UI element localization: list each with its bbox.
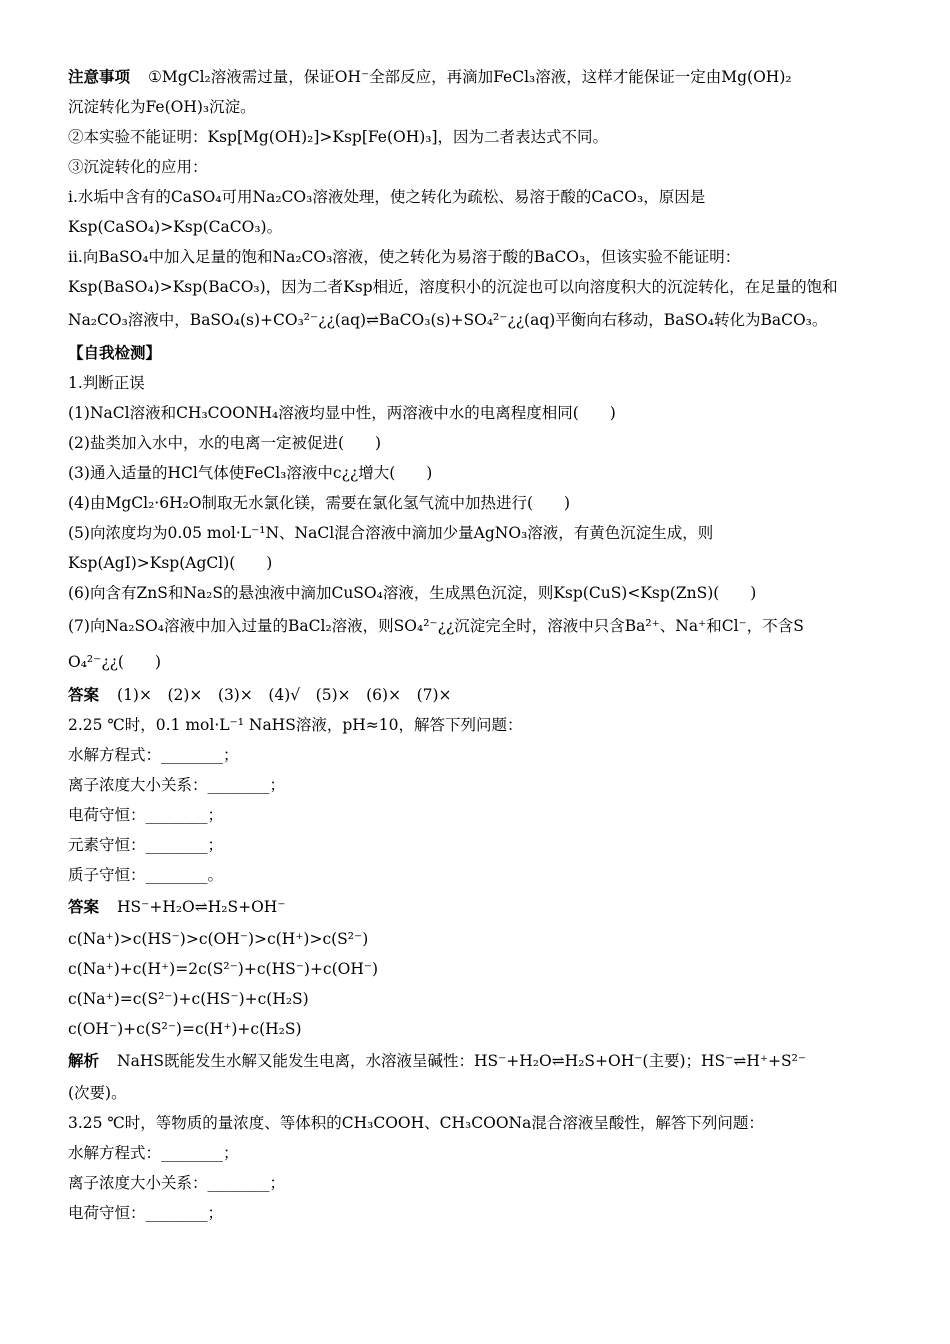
q2-answer — [68, 890, 882, 924]
q3-line: 电荷守恒：________； — [68, 1204, 224, 1222]
notes-line-5: ⅰ.水垢中含有的CaSO₄可用Na₂CO₃溶液处理，使之转化为疏松、易溶于酸的CaCO₃，原因是 — [68, 188, 706, 206]
q2-line: 电荷守恒：________； — [68, 806, 224, 824]
analysis-label: 解析 — [68, 1051, 100, 1070]
notes-line-8: Ksp(BaSO₄)>Ksp(BaCO₃)，因为二者Ksp相近，溶度积小的沉淀也可以向溶度积大的沉淀转化，在足量的饱和 — [68, 278, 838, 296]
q1-line: (7)向Na₂SO₄溶液中加入过量的BaCl₂溶液，则SO₄²⁻¿¿沉淀完全时，溶液中只含Ba²⁺、Na⁺和Cl⁻，不含S — [68, 617, 804, 635]
q2-analysis-line: (次要)。 — [68, 1084, 127, 1102]
q3-line: 水解方程式：________； — [68, 1144, 239, 1162]
q1-line: (1)NaCl溶液和CH₃COONH₄溶液均显中性，两溶液中水的电离程度相同( ) — [68, 404, 616, 422]
answer-label: 答案 — [68, 685, 100, 704]
q1-line: (6)向含有ZnS和Na₂S的悬浊液中滴加CuSO₄溶液，生成黑色沉淀，则Ksp(CuS)<Ksp(ZnS)( ) — [68, 584, 757, 602]
q2-answer-line: c(Na⁺)>c(HS⁻)>c(OH⁻)>c(H⁺)>c(S²⁻) — [68, 930, 369, 948]
q1-line: (2)盐类加入水中，水的电离一定被促进( ) — [68, 434, 382, 452]
q2-answer-line: c(Na⁺)+c(H⁺)=2c(S²⁻)+c(HS⁻)+c(OH⁻) — [68, 960, 379, 978]
q3-line: 离子浓度大小关系：________； — [68, 1174, 286, 1192]
notes-line-4: ③沉淀转化的应用： — [68, 158, 208, 176]
notes-line-1 — [68, 62, 882, 92]
q1-line: (5)向浓度均为0.05 mol·L⁻¹N、NaCl混合溶液中滴加少量AgNO₃溶液，有黄色沉淀生成，则 — [68, 524, 714, 542]
q3-line: 3.25 ℃时，等物质的量浓度、等体积的CH₃COOH、CH₃COONa混合溶液呈酸性，解答下列问题： — [68, 1114, 764, 1132]
notes-line-6: Ksp(CaSO₄)>Ksp(CaCO₃)。 — [68, 218, 283, 236]
q2-line: 离子浓度大小关系：________； — [68, 776, 286, 794]
document-page — [68, 62, 882, 1228]
q1-line: 1.判断正误 — [68, 374, 145, 392]
notes-text: ①MgCl₂溶液需过量，保证OH⁻全部反应，再滴加FeCl₃溶液，这样才能保证一定由Mg(OH)₂ — [148, 68, 792, 86]
answer-label: 答案 — [68, 897, 100, 916]
q2-answer-line: c(OH⁻)+c(S²⁻)=c(H⁺)+c(H₂S) — [68, 1020, 302, 1038]
q2-answer-line: c(Na⁺)=c(S²⁻)+c(HS⁻)+c(H₂S) — [68, 990, 309, 1008]
analysis-text: NaHS既能发生水解又能发生电离，水溶液呈碱性：HS⁻+H₂O⇌H₂S+OH⁻(主要)；HS⁻⇌H⁺+S²⁻ — [117, 1052, 807, 1070]
q2-analysis — [68, 1044, 882, 1078]
notes-line-3: ②本实验不能证明：Ksp[Mg(OH)₂]>Ksp[Fe(OH)₃]，因为二者表达式不同。 — [68, 128, 609, 146]
q1-answer — [68, 680, 882, 710]
answer-text: HS⁻+H₂O⇌H₂S+OH⁻ — [117, 898, 286, 916]
notes-line-7: ⅱ.向BaSO₄中加入足量的饱和Na₂CO₃溶液，使之转化为易溶于酸的BaCO₃，但该实验不能证明： — [68, 248, 741, 266]
q2-line: 2.25 ℃时，0.1 mol·L⁻¹ NaHS溶液，pH≈10，解答下列问题： — [68, 716, 523, 734]
q1-line: (4)由MgCl₂·6H₂O制取无水氯化镁，需要在氯化氢气流中加热进行( ) — [68, 494, 571, 512]
notes-line-9: Na₂CO₃溶液中，BaSO₄(s)+CO₃²⁻¿¿(aq)⇌BaCO₃(s)+SO₄²⁻¿¿(aq)平衡向右移动，BaSO₄转化为BaCO₃。 — [68, 311, 828, 329]
q2-line: 元素守恒：________； — [68, 836, 224, 854]
q2-line: 水解方程式：________； — [68, 746, 239, 764]
notes-line-2: 沉淀转化为Fe(OH)₃沉淀。 — [68, 98, 256, 116]
q1-line: O₄²⁻¿¿( ) — [68, 653, 162, 671]
q2-line: 质子守恒：________。 — [68, 866, 224, 884]
self-check-heading: 【自我检测】 — [68, 343, 162, 362]
q1-line: Ksp(AgI)>Ksp(AgCl)( ) — [68, 554, 273, 572]
answer-text: (1)× (2)× (3)× (4)√ (5)× (6)× (7)× — [117, 686, 452, 704]
notes-heading: 注意事项 — [68, 67, 131, 86]
q1-line: (3)通入适量的HCl气体使FeCl₃溶液中c¿¿增大( ) — [68, 464, 433, 482]
